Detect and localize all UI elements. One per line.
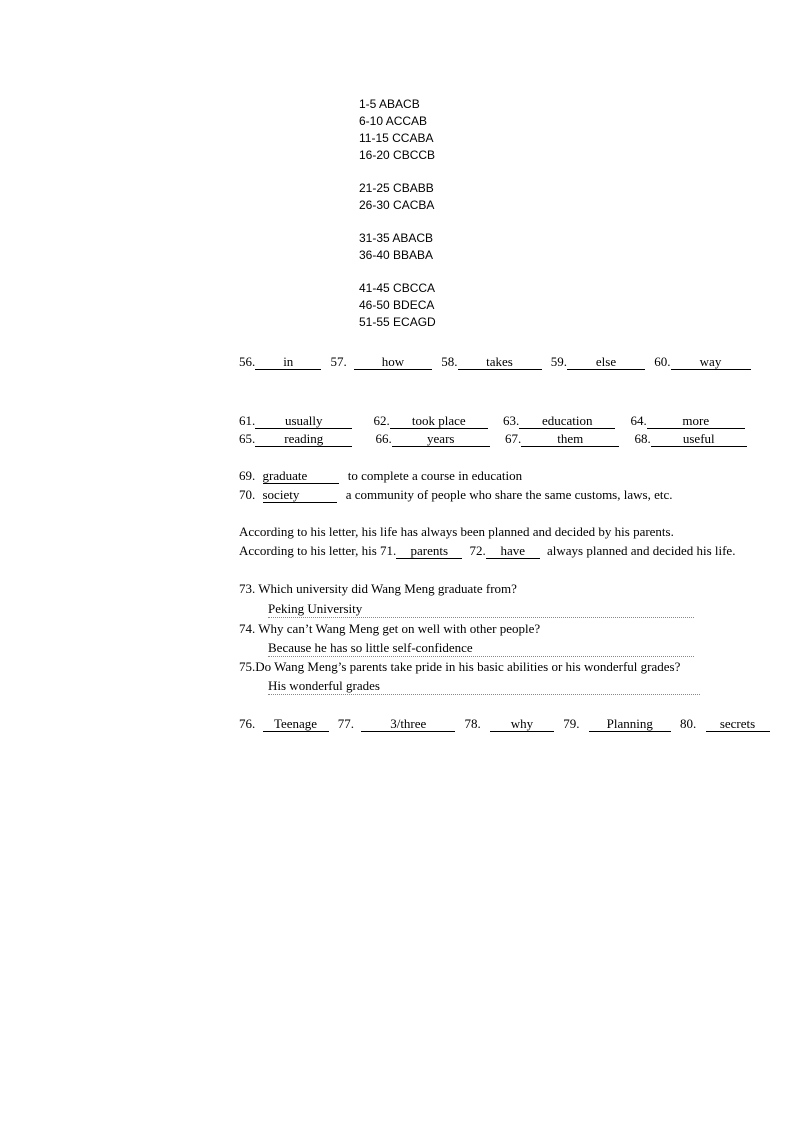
answer-blank: how	[354, 355, 432, 370]
multiple-choice-answers	[359, 96, 436, 347]
question-74: 74. Why can’t Wang Meng get on well with other people?	[239, 621, 541, 636]
answer-blank: took place	[390, 414, 488, 429]
question-number: 60.	[654, 354, 671, 369]
answer-blank-72: have	[486, 544, 540, 559]
question-75: 75.Do Wang Meng’s parents take pride in his basic abilities or his wonderful grades?	[239, 659, 681, 674]
answer-blank: them	[521, 432, 619, 447]
answers-76-80	[239, 716, 770, 732]
answer-blank: society	[263, 488, 337, 503]
question-number: 80.	[680, 716, 697, 731]
mc-line: 51-55 ECAGD	[359, 315, 436, 329]
answer-blank: useful	[651, 432, 747, 447]
rewrite-sentence	[239, 543, 735, 559]
mc-line: 6-10 ACCAB	[359, 114, 428, 128]
answer-74	[268, 640, 694, 657]
answer-blank: more	[647, 414, 745, 429]
answer-blank: secrets	[706, 717, 770, 732]
question-number: 66.	[375, 431, 392, 446]
question-number: 77.	[337, 716, 354, 731]
answer-blank: else	[567, 355, 645, 370]
question-number: 67.	[505, 431, 522, 446]
question-number: 65.	[239, 431, 256, 446]
mc-group-3	[359, 230, 436, 264]
answers-65-68	[239, 431, 747, 447]
mc-line: 31-35 ABACB	[359, 231, 434, 245]
answer-blank: Teenage	[263, 717, 329, 732]
answer-blank: education	[519, 414, 615, 429]
answer-blank: in	[255, 355, 321, 370]
definition-69	[239, 468, 522, 484]
answer-line: His wonderful grades	[268, 678, 700, 695]
answer-blank: way	[671, 355, 751, 370]
answer-blank: why	[490, 717, 554, 732]
question-number: 63.	[503, 413, 520, 428]
answer-blank: reading	[255, 432, 352, 447]
answer-blank: graduate	[263, 469, 339, 484]
mc-line: 21-25 CBABB	[359, 181, 434, 195]
answer-blank: 3/three	[361, 717, 455, 732]
answer-blank: takes	[458, 355, 542, 370]
mc-line: 1-5 ABACB	[359, 97, 420, 111]
question-number: 59.	[550, 354, 567, 369]
mc-line: 26-30 CACBA	[359, 198, 435, 212]
mc-group-1	[359, 96, 436, 164]
mc-line: 11-15 CCABA	[359, 131, 434, 145]
definition-70	[239, 487, 672, 503]
question-number: 57.	[330, 354, 347, 369]
question-number: 79.	[563, 716, 580, 731]
mc-line: 36-40 BBABA	[359, 248, 434, 262]
question-number: 58.	[441, 354, 458, 369]
question-73: 73. Which university did Wang Meng graduate from?	[239, 581, 517, 596]
mc-group-2	[359, 180, 436, 214]
answer-blank: years	[392, 432, 490, 447]
question-number: 70.	[239, 487, 256, 502]
answer-blank: Planning	[589, 717, 671, 732]
answers-61-64	[239, 413, 745, 429]
definition-text: a community of people who share the same customs, laws, etc.	[345, 487, 673, 502]
question-number: 56.	[239, 354, 256, 369]
mc-group-4	[359, 280, 436, 331]
question-number: 62.	[373, 413, 390, 428]
answer-line: Because he has so little self-confidence	[268, 640, 694, 657]
rewrite-mid: 72.	[469, 543, 486, 558]
answer-line: Peking University	[268, 601, 694, 618]
rewrite-prefix: According to his letter, his 71.	[239, 543, 397, 558]
question-number: 61.	[239, 413, 256, 428]
question-number: 78.	[464, 716, 481, 731]
question-number: 68.	[634, 431, 651, 446]
mc-line: 41-45 CBCCA	[359, 281, 436, 295]
rewrite-suffix: always planned and decided his life.	[547, 543, 736, 558]
original-sentence: According to his letter, his life has always been planned and decided by his parents.	[239, 524, 674, 539]
answers-56-60	[239, 354, 751, 370]
question-number: 64.	[630, 413, 647, 428]
mc-line: 16-20 CBCCB	[359, 148, 436, 162]
definition-text: to complete a course in education	[347, 468, 523, 483]
question-number: 69.	[239, 468, 256, 483]
answer-75	[268, 678, 700, 695]
answer-73	[268, 601, 694, 618]
question-number: 76.	[239, 716, 256, 731]
answer-blank: usually	[255, 414, 352, 429]
answer-blank-71: parents	[396, 544, 462, 559]
mc-line: 46-50 BDECA	[359, 298, 435, 312]
